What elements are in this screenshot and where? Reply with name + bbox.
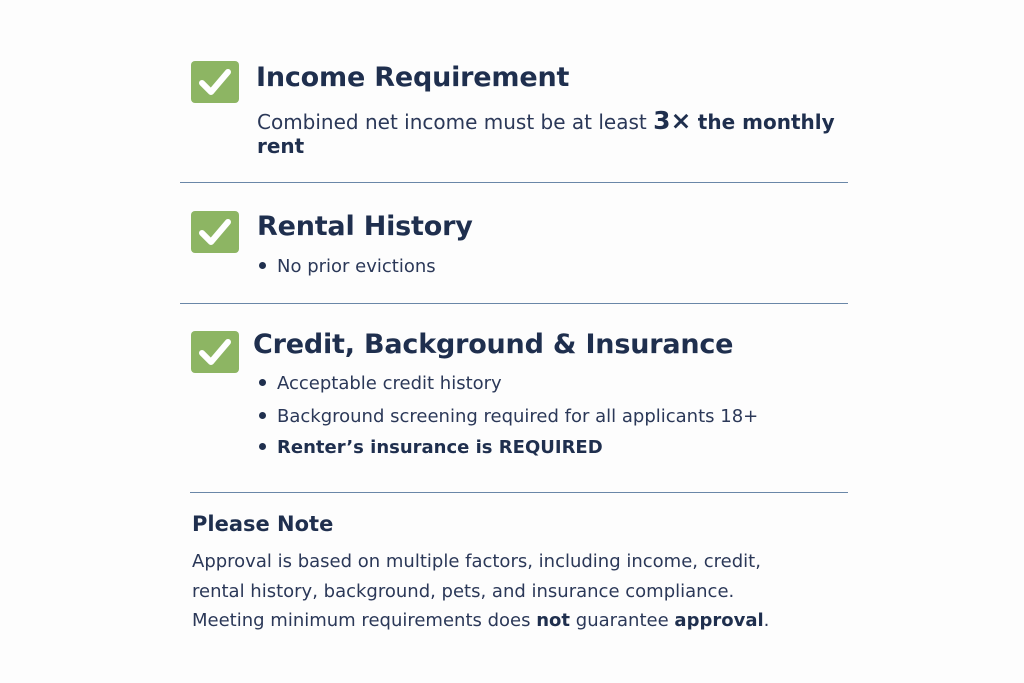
list-item: Acceptable credit history xyxy=(259,373,502,394)
income-requirement-section xyxy=(0,0,1024,180)
note-line-3: Meeting minimum requirements does not guarantee approval. xyxy=(192,610,770,631)
rental-history-section xyxy=(0,184,1024,302)
bullet-dot xyxy=(259,443,266,450)
check-icon xyxy=(191,211,239,253)
list-item: No prior evictions xyxy=(259,256,436,277)
income-description-prefix: Combined net income must be at least xyxy=(257,110,647,134)
divider xyxy=(180,303,848,304)
check-icon xyxy=(191,331,239,373)
credit-background-insurance-section xyxy=(0,305,1024,490)
list-item: Background screening required for all applicants 18+ xyxy=(259,406,758,427)
check-icon xyxy=(191,61,239,103)
bullet-dot xyxy=(259,412,266,419)
bullet-dot xyxy=(259,262,266,269)
note-emphasis-approval: approval xyxy=(674,610,764,631)
note-title: Please Note xyxy=(192,512,334,536)
note-line-2: rental history, background, pets, and insurance compliance. xyxy=(192,581,735,602)
please-note-section xyxy=(0,494,1024,683)
income-description-suffix: the monthly xyxy=(697,110,835,134)
income-requirement-title: Income Requirement xyxy=(256,62,570,93)
note-emphasis-not: not xyxy=(536,610,571,631)
divider xyxy=(190,492,848,493)
list-item: Renter’s insurance is REQUIRED xyxy=(259,437,603,458)
income-requirement-description xyxy=(257,106,835,135)
rental-history-title: Rental History xyxy=(257,211,473,242)
credit-background-insurance-title: Credit, Background & Insurance xyxy=(253,329,734,360)
note-line-1: Approval is based on multiple factors, including income, credit, xyxy=(192,551,761,572)
income-description-continuation: rent xyxy=(257,134,305,158)
income-multiplier: 3× xyxy=(653,106,692,135)
divider xyxy=(180,182,848,183)
bullet-dot xyxy=(259,379,266,386)
